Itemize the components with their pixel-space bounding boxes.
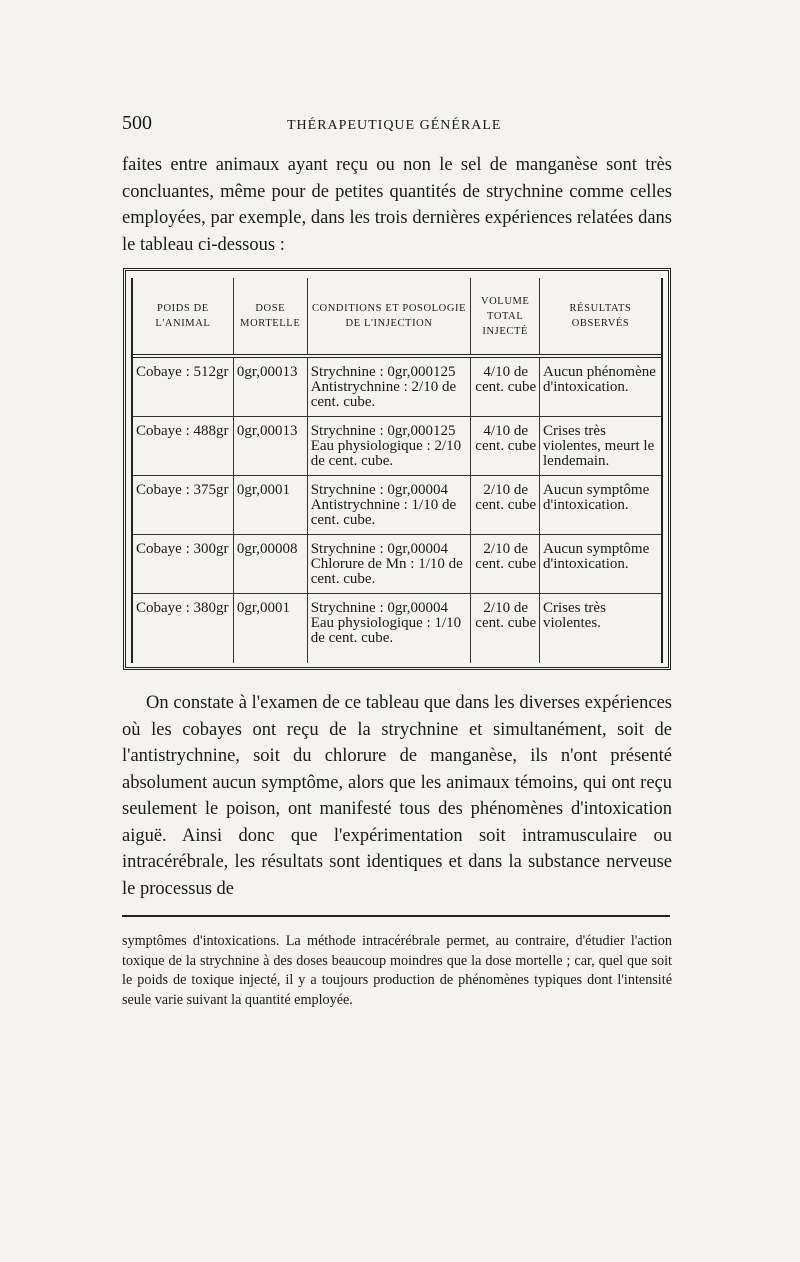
cell-conditions: Strychnine : 0gr,00004 Eau physiologique : 1/10 de cent. cube. [307, 594, 471, 664]
table-header-row [133, 278, 661, 356]
intro-paragraph: faites entre animaux ayant reçu ou non le sel de manganèse sont très concluantes, même pour de petites quantités de strychnine comme celles employées, par exemple, dans les trois dernières expériences relatées dans le tableau ci-dessous : [122, 155, 672, 255]
cell-dose: 0gr,00013 [233, 356, 307, 417]
cell-results: Aucun phénomène d'intoxication. [540, 356, 661, 417]
cell-weight: Cobaye : 488gr [133, 417, 233, 476]
cell-weight: Cobaye : 300gr [133, 535, 233, 594]
table-row [133, 535, 661, 594]
main-paragraph: On constate à l'examen de ce tableau que dans les diverses expériences où les cobayes ont reçu de la strychnine et simultanément, soit de l'antistrychnine, soit du chlorure de manganèse, ils n'ont présenté absolument aucun symptôme, alors que les animaux témoins, qui ont reçu seulement le poison, ont manifesté tous des phénomènes d'intoxication aiguë. Ainsi donc que l'expérimentation soit intramusculaire ou intracérébrale, les résultats sont identiques et dans la substance nerveuse le processus de [122, 693, 672, 899]
table-row [133, 476, 661, 535]
cell-dose: 0gr,0001 [233, 594, 307, 664]
table-row [133, 594, 661, 664]
cell-results: Crises très violentes, meurt le lendemain. [540, 417, 661, 476]
cell-conditions: Strychnine : 0gr,00004 Antistrychnine : 1/10 de cent. cube. [307, 476, 471, 535]
cell-dose: 0gr,0001 [233, 476, 307, 535]
cell-weight: Cobaye : 375gr [133, 476, 233, 535]
cell-volume: 2/10 de cent. cube [471, 594, 540, 664]
header-dose: DOSE MORTELLE [233, 278, 307, 356]
cell-results: Aucun symptôme d'intoxication. [540, 476, 661, 535]
cell-weight: Cobaye : 512gr [133, 356, 233, 417]
cell-dose: 0gr,00013 [233, 417, 307, 476]
cell-conditions: Strychnine : 0gr,000125 Eau physiologique : 2/10 de cent. cube. [307, 417, 471, 476]
cell-conditions: Strychnine : 0gr,000125 Antistrychnine : 2/10 de cent. cube. [307, 356, 471, 417]
cell-volume: 4/10 de cent. cube [471, 417, 540, 476]
page-header [122, 112, 672, 142]
cell-volume: 2/10 de cent. cube [471, 535, 540, 594]
cell-volume: 2/10 de cent. cube [471, 476, 540, 535]
cell-conditions: Strychnine : 0gr,00004 Chlorure de Mn : 1/10 de cent. cube. [307, 535, 471, 594]
cell-weight: Cobaye : 380gr [133, 594, 233, 664]
header-weight: POIDS DE L'ANIMAL [133, 278, 233, 356]
footnote-divider [122, 915, 670, 917]
page-number: 500 [122, 112, 152, 134]
cell-volume: 4/10 de cent. cube [471, 356, 540, 417]
table-row [133, 417, 661, 476]
running-title: THÉRAPEUTIQUE GÉNÉRALE [287, 118, 502, 133]
table-row [133, 356, 661, 417]
results-table [133, 278, 661, 663]
header-volume: VOLUME TOTAL INJECTÉ [471, 278, 540, 356]
cell-results: Crises très violentes. [543, 600, 606, 631]
header-conditions: CONDITIONS ET POSOLOGIE DE L'INJECTION [307, 278, 471, 356]
footnote: symptômes d'intoxications. La méthode intracérébrale permet, au contraire, d'étudier l'action toxique de la strychnine à des doses beaucoup moindres que la dose mortelle ; car, quel que soit le poids de toxique injecté, il y a toujours production de phénomènes typiques dont l'intensité seule varie suivant la quantité employée. [122, 933, 672, 1008]
header-results: RÉSULTATS OBSERVÉS [540, 278, 661, 356]
cell-dose: 0gr,00008 [233, 535, 307, 594]
cell-results: Aucun symptôme d'intoxication. [540, 535, 661, 594]
results-table-frame [123, 268, 671, 670]
